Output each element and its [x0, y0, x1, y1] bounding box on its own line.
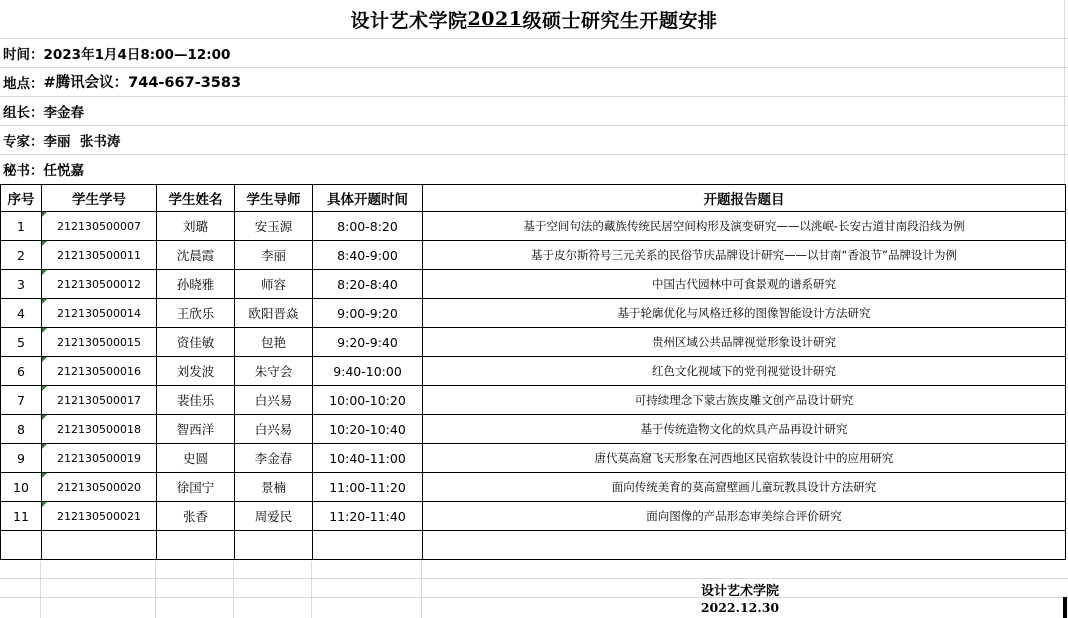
time-value: 2023年1月4日8:00—12:00	[43, 46, 231, 63]
sheet-title[interactable]	[0, 0, 1068, 38]
cell-student-id[interactable]: 212130500020	[42, 473, 157, 502]
header-advisor[interactable]: 学生导师	[235, 185, 313, 212]
cell-advisor[interactable]: 欧阳晋焱	[235, 299, 313, 328]
cell-topic[interactable]: 基于传统造物文化的炊具产品再设计研究	[423, 415, 1066, 444]
table-row	[1, 502, 1066, 531]
cell-no[interactable]: 2	[1, 241, 42, 270]
gridline	[421, 561, 422, 618]
footer-org[interactable]: 设计艺术学院	[700, 584, 779, 599]
info-row-secretary[interactable]	[0, 154, 1068, 183]
cell-time[interactable]: 11:00-11:20	[313, 473, 423, 502]
experts-value: 李丽 张书涛	[43, 133, 121, 150]
title-prefix: 设计艺术学院	[350, 9, 468, 32]
place-value: #腾讯会议：744-667-3583	[43, 75, 242, 91]
header-no[interactable]: 序号	[1, 185, 42, 212]
cell-time[interactable]: 10:20-10:40	[313, 415, 423, 444]
cell-no[interactable]: 3	[1, 270, 42, 299]
cell-student-id[interactable]: 212130500015	[42, 328, 157, 357]
header-time[interactable]: 具体开题时间	[313, 185, 423, 212]
place-label: 地点：	[3, 75, 44, 92]
secretary-label: 秘书：	[3, 162, 44, 179]
leader-value: 李金春	[43, 104, 84, 121]
cell-time[interactable]: 9:00-9:20	[313, 299, 423, 328]
cell-student-name[interactable]: 史圆	[157, 444, 235, 473]
cell-student-id[interactable]: 212130500018	[42, 415, 157, 444]
cell-student-name[interactable]: 资佳敏	[157, 328, 235, 357]
cell-no[interactable]: 10	[1, 473, 42, 502]
cell-no[interactable]: 5	[1, 328, 42, 357]
cell-topic[interactable]: 面向图像的产品形态审美综合评价研究	[423, 502, 1066, 531]
cell-topic[interactable]: 中国古代园林中可食景观的谱系研究	[423, 270, 1066, 299]
cell-student-name[interactable]: 刘发波	[157, 357, 235, 386]
table-row-empty	[1, 531, 1066, 560]
info-row-place[interactable]	[0, 67, 1068, 96]
cell-advisor[interactable]: 包艳	[235, 328, 313, 357]
cell-advisor[interactable]: 景楠	[235, 473, 313, 502]
cell-advisor[interactable]: 李丽	[235, 241, 313, 270]
cell-student-id[interactable]: 212130500016	[42, 357, 157, 386]
cell-advisor[interactable]: 白兴易	[235, 386, 313, 415]
gridline	[0, 578, 1068, 579]
header-topic[interactable]: 开题报告题目	[423, 185, 1066, 212]
cell-student-name[interactable]: 孙晓雅	[157, 270, 235, 299]
cell-advisor[interactable]: 师容	[235, 270, 313, 299]
cell-topic[interactable]: 唐代莫高窟飞天形象在河西地区民宿软装设计中的应用研究	[423, 444, 1066, 473]
table-cell[interactable]	[157, 531, 235, 560]
gridline	[155, 561, 156, 618]
cell-time[interactable]: 8:20-8:40	[313, 270, 423, 299]
cell-student-name[interactable]: 王欣乐	[157, 299, 235, 328]
cell-student-name[interactable]: 沈晨霞	[157, 241, 235, 270]
table-row	[1, 241, 1066, 270]
gridline	[311, 561, 312, 618]
gridline	[0, 597, 1068, 598]
cell-no[interactable]: 9	[1, 444, 42, 473]
cell-time[interactable]: 11:20-11:40	[313, 502, 423, 531]
secretary-value: 任悦嘉	[43, 162, 84, 179]
schedule-table	[0, 184, 1066, 560]
cell-student-id[interactable]: 212130500017	[42, 386, 157, 415]
scrollbar-marker	[1063, 597, 1067, 618]
cell-no[interactable]: 7	[1, 386, 42, 415]
cell-topic[interactable]: 基于轮廓优化与风格迁移的图像智能设计方法研究	[423, 299, 1066, 328]
footer-date[interactable]: 2022.12.30	[700, 600, 780, 615]
table-row	[1, 212, 1066, 241]
cell-time[interactable]: 9:20-9:40	[313, 328, 423, 357]
cell-no[interactable]: 11	[1, 502, 42, 531]
cell-student-id[interactable]: 212130500012	[42, 270, 157, 299]
cell-student-name[interactable]: 徐国宁	[157, 473, 235, 502]
table-row	[1, 299, 1066, 328]
cell-advisor[interactable]: 李金春	[235, 444, 313, 473]
cell-time[interactable]: 9:40-10:00	[313, 357, 423, 386]
table-body	[1, 212, 1066, 560]
table-row	[1, 473, 1066, 502]
cell-student-name[interactable]: 刘璐	[157, 212, 235, 241]
table-row	[1, 444, 1066, 473]
cell-student-name[interactable]: 裴佳乐	[157, 386, 235, 415]
cell-student-id[interactable]: 212130500019	[42, 444, 157, 473]
table-cell[interactable]	[423, 531, 1066, 560]
cell-student-id[interactable]: 212130500014	[42, 299, 157, 328]
gridline	[40, 561, 41, 618]
cell-no[interactable]: 6	[1, 357, 42, 386]
header-student-id[interactable]: 学生学号	[42, 185, 157, 212]
leader-label: 组长：	[3, 104, 44, 121]
table-cell[interactable]	[235, 531, 313, 560]
table-cell[interactable]	[1, 531, 42, 560]
cell-topic[interactable]: 贵州区域公共品牌视觉形象设计研究	[423, 328, 1066, 357]
cell-no[interactable]: 4	[1, 299, 42, 328]
cell-student-id[interactable]: 212130500007	[42, 212, 157, 241]
info-row-leader[interactable]	[0, 96, 1068, 125]
cell-advisor[interactable]: 周爱民	[235, 502, 313, 531]
cell-advisor[interactable]: 白兴易	[235, 415, 313, 444]
table-header-row	[1, 185, 1066, 212]
cell-student-id[interactable]: 212130500021	[42, 502, 157, 531]
table-row	[1, 415, 1066, 444]
gridline	[233, 561, 234, 618]
cell-advisor[interactable]: 朱守会	[235, 357, 313, 386]
table-row	[1, 328, 1066, 357]
cell-topic[interactable]: 面向传统美育的莫高窟壁画儿童玩教具设计方法研究	[423, 473, 1066, 502]
cell-topic[interactable]: 红色文化视域下的党刊视觉设计研究	[423, 357, 1066, 386]
title-year: 2021	[467, 8, 523, 30]
cell-time[interactable]: 10:00-10:20	[313, 386, 423, 415]
title-suffix: 级硕士研究生开题安排	[522, 9, 718, 32]
cell-no[interactable]: 1	[1, 212, 42, 241]
cell-student-id[interactable]: 212130500011	[42, 241, 157, 270]
cell-topic[interactable]: 基于空间句法的藏族传统民居空间构形及演变研究——以洮岷-长安古道甘南段沿线为例	[423, 212, 1066, 241]
cell-topic[interactable]: 基于皮尔斯符号三元关系的民俗节庆品牌设计研究——以甘南“香浪节”品牌设计为例	[423, 241, 1066, 270]
cell-topic[interactable]: 可持续理念下蒙古族皮雕文创产品设计研究	[423, 386, 1066, 415]
cell-student-name[interactable]: 张香	[157, 502, 235, 531]
cell-no[interactable]: 8	[1, 415, 42, 444]
cell-advisor[interactable]: 安玉源	[235, 212, 313, 241]
info-row-time[interactable]	[0, 38, 1068, 67]
experts-label: 专家：	[3, 133, 44, 150]
table-row	[1, 357, 1066, 386]
table-cell[interactable]	[313, 531, 423, 560]
cell-time[interactable]: 10:40-11:00	[313, 444, 423, 473]
cell-student-name[interactable]: 智西洋	[157, 415, 235, 444]
table-cell[interactable]	[42, 531, 157, 560]
cell-time[interactable]: 8:40-9:00	[313, 241, 423, 270]
header-student-name[interactable]: 学生姓名	[157, 185, 235, 212]
cell-time[interactable]: 8:00-8:20	[313, 212, 423, 241]
table-row	[1, 270, 1066, 299]
time-label: 时间：	[3, 46, 44, 63]
info-row-experts[interactable]	[0, 125, 1068, 154]
table-row	[1, 386, 1066, 415]
